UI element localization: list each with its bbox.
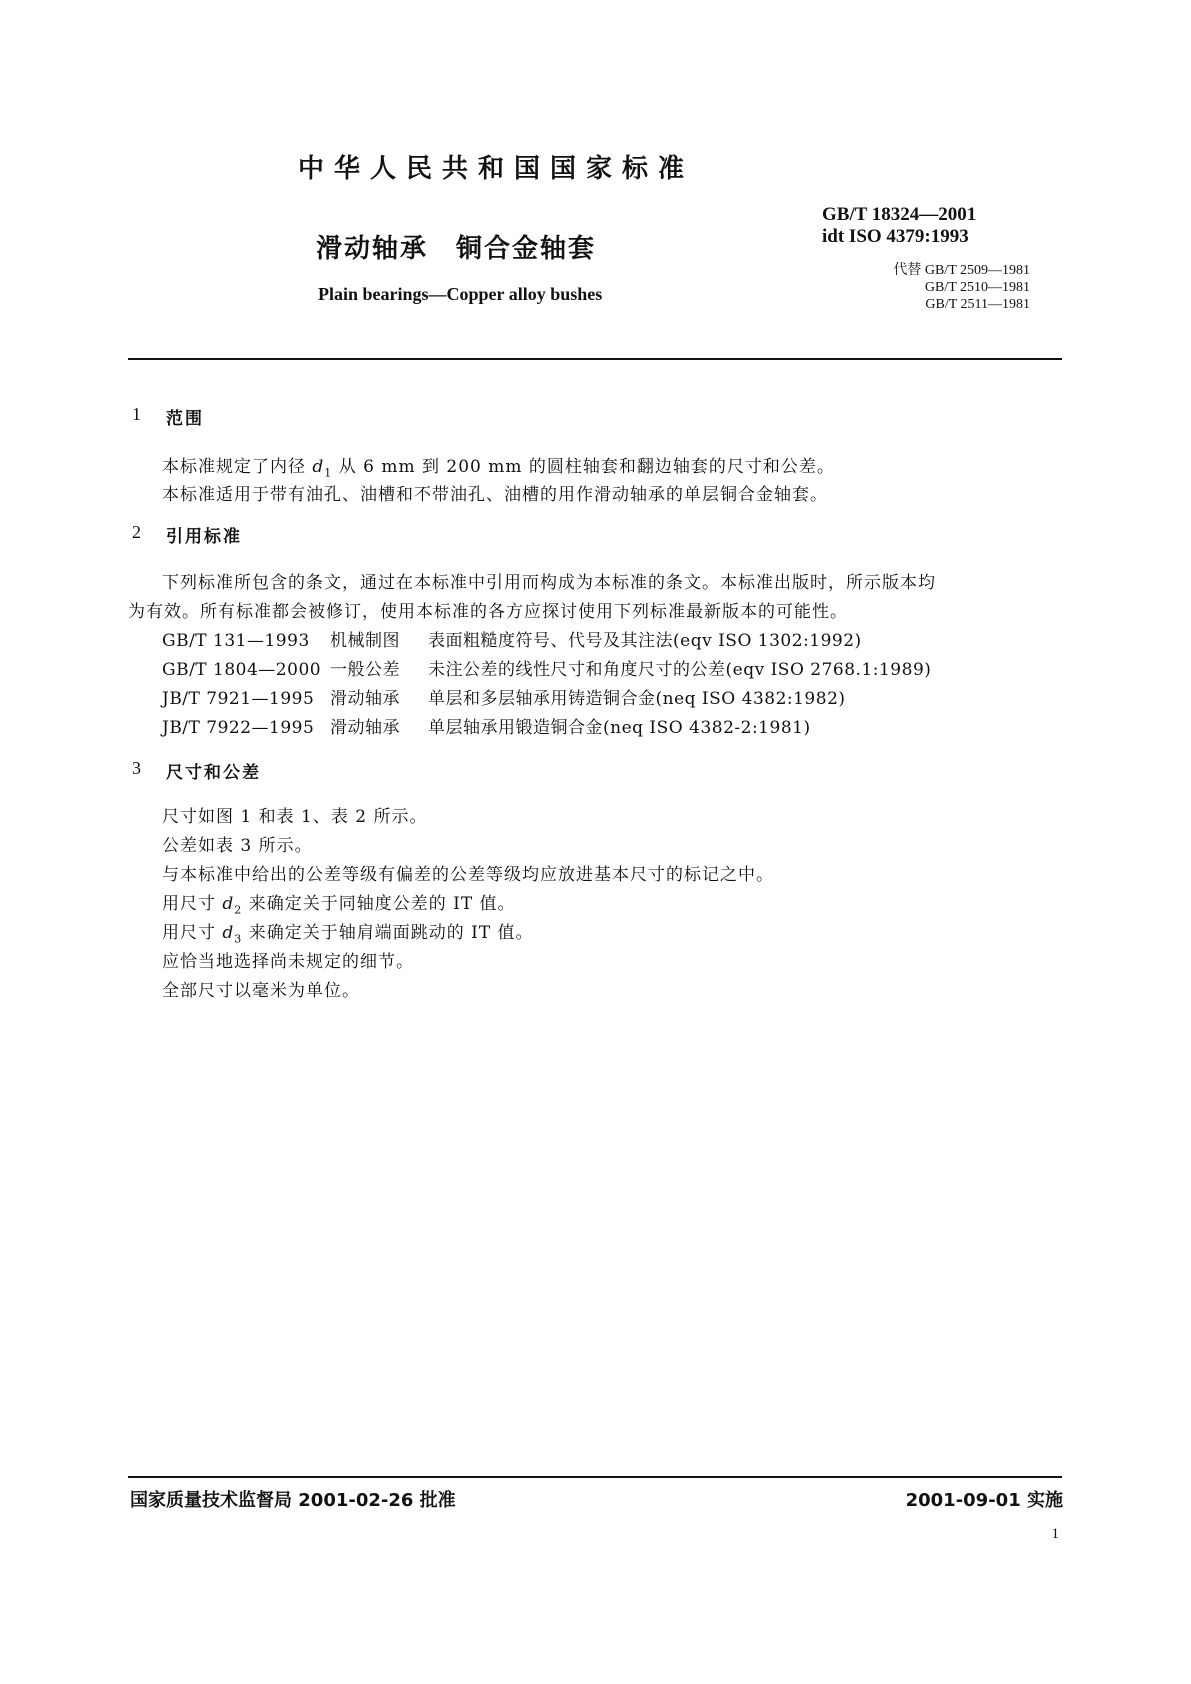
ref-code: GB/T 1804—2000: [162, 660, 322, 680]
section-heading: 引用标准: [166, 527, 242, 547]
paragraph: 与本标准中给出的公差等级有偏差的公差等级均应放进基本尺寸的标记之中。: [162, 865, 774, 885]
ref-name: 滑动轴承: [330, 718, 400, 738]
paragraph: 为有效。所有标准都会被修订，使用本标准的各方应探讨使用下列标准最新版本的可能性。: [128, 602, 848, 622]
replaces-line: GB/T 2511—1981: [925, 297, 1030, 312]
paragraph: 本标准规定了内径 $d_1$ 从 6 mm 到 200 mm 的圆柱轴套和翻边轴套的尺寸和公差。: [162, 457, 835, 480]
ref-desc: 未注公差的线性尺寸和角度尺寸的公差(eqv ISO 2768.1:1989): [428, 660, 932, 680]
paragraph: 应恰当地选择尚未规定的细节。: [162, 952, 414, 972]
paragraph: 用尺寸 $d_2$ 来确定关于同轴度公差的 IT 值。: [162, 894, 516, 917]
reference-row: [162, 626, 862, 651]
ref-name: 一般公差: [330, 660, 400, 680]
reference-row: [162, 713, 811, 738]
reference-row: [162, 655, 931, 680]
ref-desc: 表面粗糙度符号、代号及其注法(eqv ISO 1302:1992): [428, 631, 862, 651]
replaces-line: GB/T 2510—1981: [924, 280, 1030, 295]
reference-row: [162, 684, 846, 709]
section-number: 2: [132, 522, 141, 542]
paragraph: 全部尺寸以毫米为单位。: [162, 981, 360, 1001]
section-heading: 范围: [166, 409, 204, 429]
replaces-line: 代替 GB/T 2509—1981: [893, 263, 1030, 278]
ref-code: GB/T 131—1993: [162, 631, 310, 651]
ref-desc: 单层和多层轴承用铸造铜合金(neq ISO 4382:1982): [428, 689, 846, 709]
paragraph: 本标准适用于带有油孔、油槽和不带油孔、油槽的用作滑动轴承的单层铜合金轴套。: [162, 485, 828, 505]
idt-reference: idt ISO 4379:1993: [822, 226, 969, 247]
ref-code: JB/T 7921—1995: [162, 689, 315, 709]
paragraph: 尺寸如图 1 和表 1、表 2 所示。: [162, 807, 428, 827]
page-number: 1: [1051, 1526, 1059, 1542]
section-number: 1: [132, 404, 141, 424]
ref-name: 机械制图: [330, 631, 400, 651]
ref-code: JB/T 7922—1995: [162, 718, 315, 738]
national-standard-title: 中华人民共和国国家标准: [298, 154, 695, 184]
paragraph: 公差如表 3 所示。: [162, 836, 313, 856]
title-chinese: 滑动轴承 铜合金轴套: [316, 234, 597, 264]
paragraph: 用尺寸 $d_3$ 来确定关于轴肩端面跳动的 IT 值。: [162, 923, 534, 946]
header-divider: [128, 358, 1062, 360]
footer-divider: [128, 1476, 1062, 1478]
title-english: Plain bearings—Copper alloy bushes: [318, 284, 603, 304]
section-number: 3: [132, 758, 141, 778]
ref-name: 滑动轴承: [330, 689, 400, 709]
effective-date: 2001-09-01 实施: [905, 1490, 1063, 1511]
approval-line: 国家质量技术监督局 2001-02-26 批准: [130, 1490, 456, 1511]
section-heading: 尺寸和公差: [166, 763, 261, 783]
paragraph: 下列标准所包含的条文，通过在本标准中引用而构成为本标准的条文。本标准出版时，所示版本均: [162, 573, 936, 593]
ref-desc: 单层轴承用锻造铜合金(neq ISO 4382-2:1981): [428, 718, 811, 738]
replaces-block: [850, 262, 1030, 313]
standard-number: GB/T 18324—2001: [822, 204, 977, 225]
